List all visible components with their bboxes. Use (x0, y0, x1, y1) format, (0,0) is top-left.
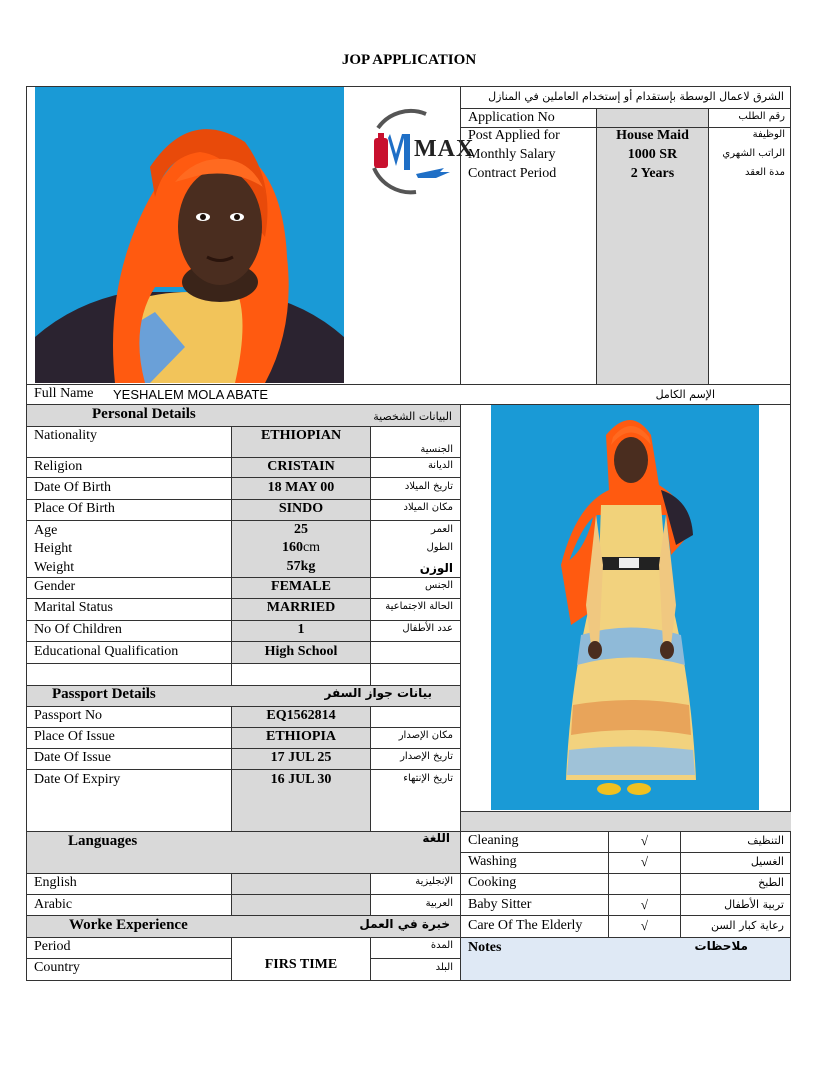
skill-baby-sitter-label: Baby Sitter (468, 897, 532, 912)
place-of-birth-ar: مكان الميلاد (403, 502, 453, 513)
post-applied-value: House Maid (616, 128, 689, 143)
post-applied-label: Post Applied for (468, 128, 560, 143)
date-of-expiry-ar: تاريخ الإنتهاء (403, 773, 453, 784)
date-of-birth-ar: تاريخ الميلاد (404, 481, 453, 492)
passport-no-label: Passport No (34, 708, 103, 723)
skill-cooking-label: Cooking (468, 875, 517, 890)
period-ar: المدة (430, 940, 453, 951)
marital-status-ar: الحالة الاجتماعية (385, 601, 453, 612)
skill-cooking-ar: الطبخ (758, 876, 784, 889)
skill-cleaning-ar: التنظيف (747, 834, 784, 847)
skill-washing-label: Washing (468, 854, 517, 869)
date-of-issue-ar: تاريخ الإصدار (400, 751, 453, 762)
weight-label: Weight (34, 560, 75, 575)
place-of-issue-value: ETHIOPIA (265, 729, 336, 744)
application-no-ar: رقم الطلب (738, 111, 785, 122)
period-label: Period (34, 939, 71, 954)
date-of-birth-value: 18 MAY 00 (267, 480, 335, 495)
height-ar: الطول (426, 542, 453, 553)
skill-baby-sitter-ar: تربية الأطفال (724, 898, 784, 911)
place-of-issue-ar: مكان الإصدار (398, 730, 453, 741)
contract-period-ar: مدة العقد (745, 167, 785, 178)
application-no-label: Application No (468, 110, 555, 125)
gender-value: FEMALE (271, 579, 331, 594)
passport-details-title: Passport Details (52, 686, 156, 702)
children-ar: عدد الأطفال (402, 623, 453, 634)
age-ar: العمر (431, 524, 453, 535)
skill-elderly-ar: رعاية كبار السن (711, 919, 784, 932)
height-label: Height (34, 541, 73, 556)
place-of-issue-label: Place Of Issue (34, 729, 115, 744)
experience-value: FIRS TIME (264, 957, 338, 972)
skill-washing-check: √ (640, 854, 649, 869)
date-of-birth-label: Date Of Birth (34, 480, 111, 495)
monthly-salary-ar: الراتب الشهري (722, 148, 785, 159)
date-of-expiry-label: Date Of Expiry (34, 772, 121, 787)
english-label: English (34, 875, 77, 890)
height-value-cell (232, 540, 370, 556)
full-name-ar: الإسم الكامل (655, 388, 715, 401)
passport-details-title-ar: بيانات جواز السفر (324, 686, 432, 700)
portrait-photo (35, 87, 344, 383)
country-ar: البلد (435, 962, 453, 973)
english-ar: الإنجليزية (415, 876, 453, 887)
notes-label: Notes (468, 940, 502, 955)
marital-status-label: Marital Status (34, 600, 113, 615)
country-label: Country (34, 960, 80, 975)
skills-header-blank (461, 812, 791, 831)
nationality-value: ETHIOPIAN (260, 428, 342, 443)
skill-baby-sitter-check: √ (640, 897, 649, 912)
agency-arabic-name: الشرق لاعمال الوسطة بإستقدام أو إستخدام العاملين في المنازل (488, 90, 784, 103)
skill-cleaning-label: Cleaning (468, 833, 519, 848)
date-of-issue-label: Date Of Issue (34, 750, 111, 765)
education-value: High School (264, 644, 338, 659)
passport-no-value: EQ1562814 (266, 708, 336, 723)
nationality-ar: الجنسية (420, 444, 453, 455)
age-value: 25 (294, 522, 308, 537)
weight-value: 57kg (286, 559, 316, 574)
post-applied-ar: الوظيفة (752, 129, 785, 140)
monthly-salary-label: Monthly Salary (468, 147, 556, 162)
skill-washing-ar: الغسيل (750, 855, 784, 868)
notes-ar: ملاحظات (694, 939, 748, 953)
document-title: JOP APPLICATION (341, 52, 477, 68)
age-label: Age (34, 523, 58, 538)
nationality-label: Nationality (34, 428, 97, 443)
arabic-ar: العربية (425, 898, 453, 909)
experience-title: Worke Experience (69, 917, 188, 933)
monthly-salary-value: 1000 SR (627, 147, 678, 162)
skill-cleaning-check: √ (640, 833, 649, 848)
agency-logo-text: MAX (414, 136, 475, 162)
contract-period-label: Contract Period (468, 166, 557, 181)
place-of-birth-value: SINDO (278, 501, 324, 516)
skill-elderly-check: √ (640, 918, 649, 933)
religion-ar: الديانة (427, 460, 453, 471)
date-of-issue-value: 17 JUL 25 (270, 750, 332, 765)
personal-details-title: Personal Details (92, 406, 196, 422)
height-unit: cm (302, 540, 321, 555)
date-of-expiry-value: 16 JUL 30 (270, 772, 332, 787)
education-label: Educational Qualification (34, 644, 179, 659)
arabic-label: Arabic (34, 897, 73, 912)
full-name-label: Full Name (34, 386, 94, 401)
languages-title-ar: اللغة (422, 831, 450, 845)
experience-title-ar: خبرة في العمل (359, 917, 450, 931)
weight-ar: الوزن (419, 561, 453, 575)
languages-title: Languages (68, 833, 138, 849)
gender-ar: الجنس (424, 580, 453, 591)
place-of-birth-label: Place Of Birth (34, 501, 115, 516)
children-label: No Of Children (34, 622, 122, 637)
marital-status-value: MARRIED (266, 600, 336, 615)
personal-details-title-ar: البيانات الشخصية (373, 410, 452, 423)
full-name-value: YESHALEM MOLA ABATE (113, 387, 269, 402)
children-value: 1 (297, 622, 305, 637)
religion-label: Religion (34, 459, 83, 474)
height-value: 160 (281, 540, 303, 555)
full-body-photo (491, 405, 759, 810)
contract-period-value: 2 Years (630, 166, 675, 181)
skill-elderly-label: Care Of The Elderly (468, 918, 583, 933)
gender-label: Gender (34, 579, 76, 594)
religion-value: CRISTAIN (267, 459, 335, 474)
